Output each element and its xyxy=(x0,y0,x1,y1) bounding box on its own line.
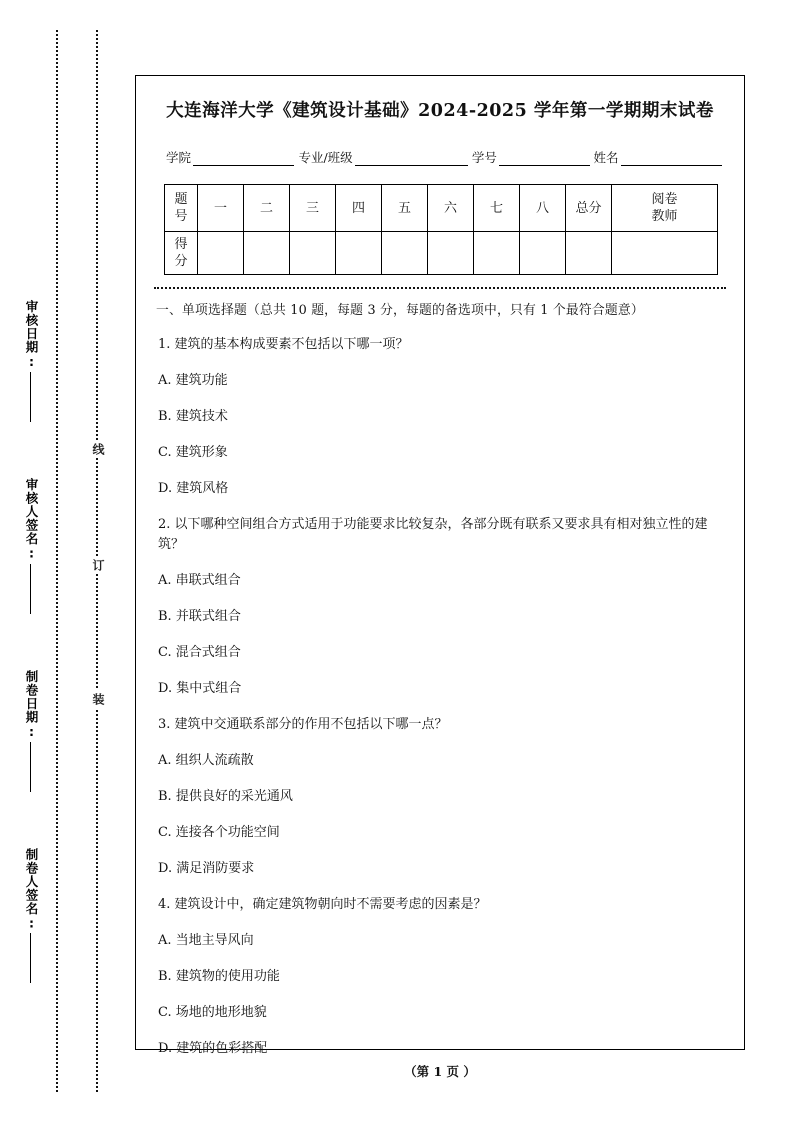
question-1-option-d[interactable]: D. 建筑风格 xyxy=(158,481,229,496)
score-table-row-header-score xyxy=(165,232,198,275)
margin-signature-labels xyxy=(14,300,48,1060)
score-col-8: 八 xyxy=(520,185,566,232)
page-title: 大连海洋大学《建筑设计基础》2024‑2025 学年第一学期期末试卷 xyxy=(166,101,714,121)
margin-label-production-date xyxy=(22,670,40,848)
score-table-row-header-question xyxy=(165,185,198,232)
major-class-label: 专业/班级 xyxy=(298,150,353,165)
score-col-1: 一 xyxy=(198,185,244,232)
margin-label-reviewer-signature-rule xyxy=(30,564,32,614)
margin-label-producer-signature-rule xyxy=(30,933,32,983)
college-input[interactable] xyxy=(193,152,294,166)
question-4-option-d[interactable]: D. 建筑的色彩搭配 xyxy=(158,1041,268,1056)
score-col-grader xyxy=(612,185,718,232)
question-1-option-c[interactable]: C. 建筑形象 xyxy=(158,445,228,460)
margin-label-review-date-text: 审核日期: xyxy=(24,300,39,370)
seam-char-xian: 线 xyxy=(87,440,107,458)
row-header-score-char1: 得 xyxy=(174,237,188,252)
margin-label-reviewer-signature-text: 审核人签名: xyxy=(24,478,39,562)
question-3-option-d[interactable]: D. 满足消防要求 xyxy=(158,861,255,876)
seam-char-zhuang: 装 xyxy=(87,690,107,708)
section-heading-multiple-choice: 一、单项选择题（总共 10 题，每题 3 分，每题的备选项中，只有 1 个最符合题意） xyxy=(156,303,644,318)
question-block-3 xyxy=(156,715,724,879)
table-row-question-numbers xyxy=(165,185,718,232)
exam-page-frame xyxy=(135,75,745,1056)
grader-char2: 教师 xyxy=(651,209,678,224)
question-2-option-b[interactable]: B. 并联式组合 xyxy=(158,609,241,624)
score-cell-total[interactable] xyxy=(566,232,612,275)
row-header-question-char1: 题 xyxy=(174,192,188,207)
margin-label-reviewer-signature xyxy=(22,478,40,670)
binding-dotted-line-outer xyxy=(56,30,58,1092)
margin-label-production-date-text: 制卷日期: xyxy=(24,669,39,740)
college-label: 学院 xyxy=(166,150,192,165)
score-col-7: 七 xyxy=(474,185,520,232)
score-col-2: 二 xyxy=(244,185,290,232)
score-col-total: 总分 xyxy=(566,185,612,232)
margin-label-production-date-rule xyxy=(30,742,32,792)
question-4-option-b[interactable]: B. 建筑物的使用功能 xyxy=(158,969,280,984)
margin-label-review-date xyxy=(22,300,40,478)
question-2-stem: 2. 以下哪种空间组合方式适用于功能要求比较复杂，各部分既有联系又要求具有相对独立性的建筑？ xyxy=(158,517,708,552)
major-class-input[interactable] xyxy=(355,152,468,166)
table-row-scores xyxy=(165,232,718,275)
question-2-option-a[interactable]: A. 串联式组合 xyxy=(158,573,241,588)
grader-char1: 阅卷 xyxy=(651,192,678,207)
student-name-label: 姓名 xyxy=(593,150,619,165)
question-3-option-a[interactable]: A. 组织人流疏散 xyxy=(158,753,254,768)
score-cell-8[interactable] xyxy=(520,232,566,275)
question-3-option-b[interactable]: B. 提供良好的采光通风 xyxy=(158,789,293,804)
score-table-wrapper xyxy=(164,184,718,275)
student-id-input[interactable] xyxy=(499,152,590,166)
score-cell-2[interactable] xyxy=(244,232,290,275)
student-info-line xyxy=(166,148,722,166)
student-name-input[interactable] xyxy=(621,152,722,166)
question-4-option-a[interactable]: A. 当地主导风向 xyxy=(158,933,254,948)
score-col-3: 三 xyxy=(290,185,336,232)
exam-content xyxy=(156,301,724,1059)
score-cell-3[interactable] xyxy=(290,232,336,275)
row-header-question-char2: 号 xyxy=(174,209,188,224)
score-col-5: 五 xyxy=(382,185,428,232)
score-col-4: 四 xyxy=(336,185,382,232)
row-header-score-char2: 分 xyxy=(174,254,188,269)
margin-label-producer-signature xyxy=(22,848,40,1040)
question-block-2 xyxy=(156,515,724,699)
score-cell-6[interactable] xyxy=(428,232,474,275)
question-block-1 xyxy=(156,335,724,499)
score-cell-5[interactable] xyxy=(382,232,428,275)
score-cell-1[interactable] xyxy=(198,232,244,275)
score-cell-7[interactable] xyxy=(474,232,520,275)
margin-label-producer-signature-text: 制卷人签名: xyxy=(24,847,39,931)
score-table xyxy=(164,184,718,275)
question-3-stem: 3. 建筑中交通联系部分的作用不包括以下哪一点？ xyxy=(158,717,448,732)
question-1-option-b[interactable]: B. 建筑技术 xyxy=(158,409,228,424)
score-cell-grader[interactable] xyxy=(612,232,718,275)
margin-label-review-date-rule xyxy=(30,372,32,422)
question-2-option-c[interactable]: C. 混合式组合 xyxy=(158,645,241,660)
score-col-6: 六 xyxy=(428,185,474,232)
seam-char-ding: 订 xyxy=(87,556,107,574)
question-1-option-a[interactable]: A. 建筑功能 xyxy=(158,373,228,388)
section-divider-dotted xyxy=(154,287,726,289)
question-1-stem: 1. 建筑的基本构成要素不包括以下哪一项？ xyxy=(158,337,409,352)
question-3-option-c[interactable]: C. 连接各个功能空间 xyxy=(158,825,280,840)
score-cell-4[interactable] xyxy=(336,232,382,275)
page-footer: （第 1 页 ） xyxy=(404,1064,476,1079)
question-4-option-c[interactable]: C. 场地的地形地貌 xyxy=(158,1005,267,1020)
question-4-stem: 4. 建筑设计中，确定建筑物朝向时不需要考虑的因素是？ xyxy=(158,897,487,912)
left-margin-binding-strip xyxy=(0,0,135,1122)
question-block-4 xyxy=(156,895,724,1059)
student-id-label: 学号 xyxy=(471,150,497,165)
question-2-option-d[interactable]: D. 集中式组合 xyxy=(158,681,242,696)
